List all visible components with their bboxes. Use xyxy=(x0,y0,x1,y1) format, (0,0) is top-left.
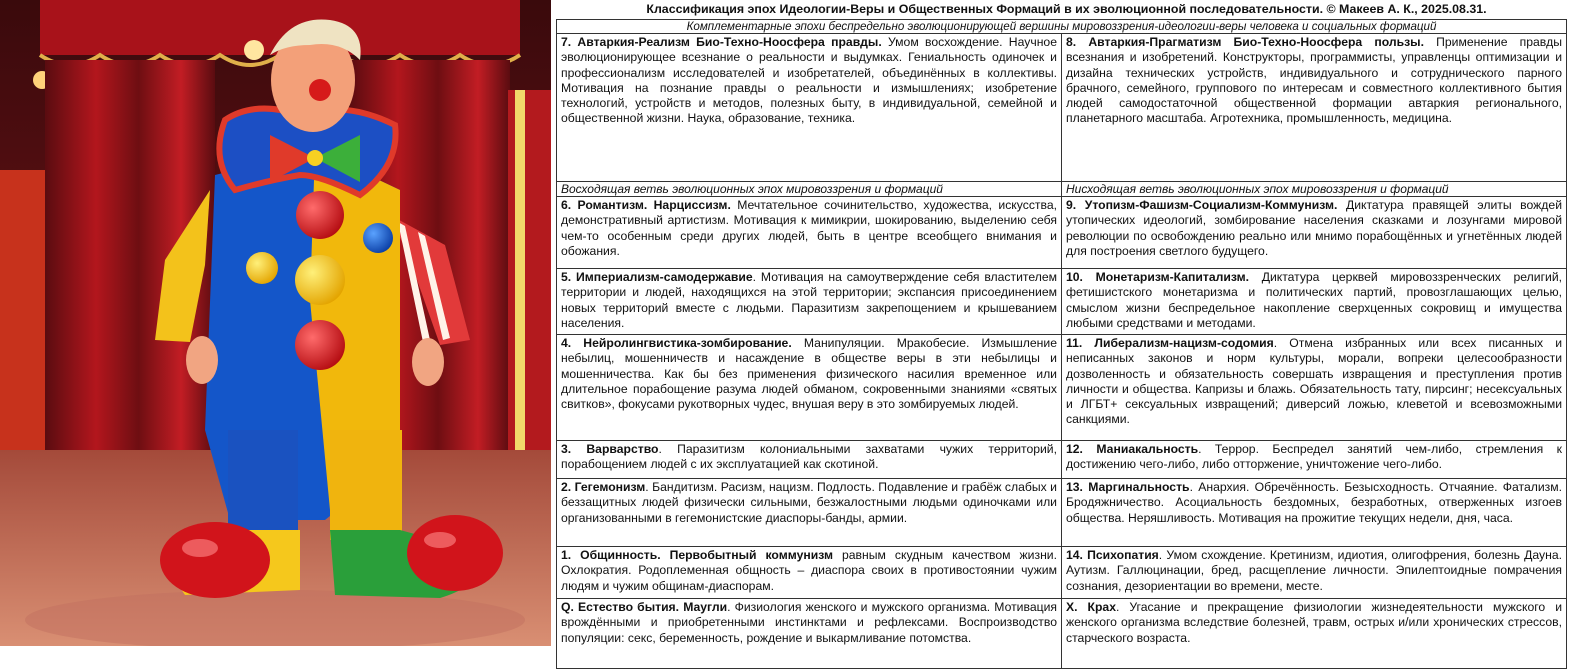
epoch-text: . Анархия. Обречённость. Безысходность. Отчаяние. Фатализм. Бродяжничество. Асоциальность бездомных, безработных, отверженных изгоев общества. Неряшливость. Мотивация на прожитие текущих недели, дня, часа. xyxy=(1066,480,1563,525)
descending-branch-label: Нисходящая ветвь эволюционных эпох мировоззрения и формаций xyxy=(1062,182,1567,197)
epoch-text: Умом восхождение. Научное эволюционирующее всезнание о реальности и выдумках. Гениальность одиночек и профессионализм исследователей и изобретателей, объединённых в коллективы. Мотивация на познание правды о реальности и измышлениях; изобретение технологий, устройств и методов, полезных быту, в индивидуальной, семейной и общественной жизни. Наука, образование, техника. xyxy=(561,35,1057,126)
epoch-cell-7 xyxy=(557,34,1062,182)
epoch-text: равным скудным качеством жизни. Охлократия. Родоплеменная общность – диаспора своих в противостоянии чужим людям и чужим общинам-диаспорам. xyxy=(561,548,1057,593)
epoch-text: . Бандитизм. Расизм, нацизм. Подлость. Подавление и грабёж слабых и беззащитных людей физически сильными, безжалостными людьми одиночками или организованными в гегемонистские диаспоры-банды, армии. xyxy=(561,480,1057,525)
epoch-text: Мечтательное сочинительство, художества, искусства, демонстративный артистизм. Мотивация к мимикрии, шокированию, выделению себя чем-то особенным среди других людей, быть в центре всеобщего внимания и обожания. xyxy=(561,198,1057,258)
epoch-text: Диктатура правящей элиты вождей утопических идеологий, зомбирование населения сказками и лозунгами мировой революции по освобождению реально или мнимо порабощённых и угнетённых людей для построения светлого будущего. xyxy=(1066,198,1563,258)
subtitle-row xyxy=(557,20,1567,34)
epoch-text: Применение правды всезнания и изобретений. Конструкторы, программисты, управленцы оптимизации и дизайна технических устройств, индивидуального и сотруднического парного брачного, семейного, группового по интересам и совместного коллективного бытия людей самодостаточной общественной формации автаркия регионального, планетарного масштаба. Агротехника, промышленность, медицина. xyxy=(1066,35,1563,126)
epoch-heading: 7. Автаркия-Реализм Био-Техно-Ноосфера правды. xyxy=(561,35,882,49)
table-row xyxy=(557,599,1567,669)
epoch-text: . Умом схождение. Кретинизм, идиотия, олигофрения, болезнь Дауна. Аутизм. Галлюцинации, бред, расщепление личности. Эпилептоидные помрачения сознания, дезориентации во времени, месте. xyxy=(1066,548,1563,593)
epoch-cell-10 xyxy=(1062,269,1567,335)
table-row xyxy=(557,335,1567,441)
epoch-heading: 10. Монетаризм-Капитализм. xyxy=(1066,270,1250,284)
epochs-table xyxy=(556,19,1567,669)
epoch-text: . Угасание и прекращение физиологии жизнедеятельности мужского и женского организма вследствие болезней, травм, острых и/или хронических стрессов, старческого возраста. xyxy=(1066,600,1563,645)
epoch-cell-14 xyxy=(1062,547,1567,599)
epoch-heading: X. Крах xyxy=(1066,600,1116,614)
table-row xyxy=(557,197,1567,269)
epoch-cell-4 xyxy=(557,335,1062,441)
epoch-text: Манипуляции. Мракобесие. Измышление небылиц, мошенничеств и насаждение в обществе веры в эти небылицы и мошенничества. Как бы без применения физического насилия временное или длительное порабощение разума людей обманом, сокровенными знаниями «святых свитков», фокусами рукотворных чудес, внушая веру в это зомбируемых людей. xyxy=(561,336,1058,412)
clown-photo xyxy=(0,0,551,646)
epoch-text: . Паразитизм колониальными захватами чужих территорий, порабощением людей с их эксплуатацией как скотиной. xyxy=(561,442,1058,472)
epoch-heading: 11. Либерализм-нацизм-содомия xyxy=(1066,336,1274,350)
epoch-heading: 9. Утопизм-Фашизм-Социализм-Коммунизм. xyxy=(1066,198,1338,212)
epoch-heading: 12. Маниакальность xyxy=(1066,442,1199,456)
epoch-cell-q xyxy=(557,599,1062,669)
epoch-text: . Мотивация на самоутверждение себя властителем территории и людей, находящихся на этой территории; экспансия присоединением новых территорий вместе с людьми. Паразитизм закрепощением и крышеванием населения. xyxy=(561,270,1057,330)
table-subtitle: Комплементарные эпохи беспредельно эволюционирующей вершины мировоззрения-идеологии-веры человека и социальных формаций xyxy=(557,20,1567,34)
epoch-cell-x xyxy=(1062,599,1567,669)
epoch-cell-13 xyxy=(1062,479,1567,547)
epoch-heading: Q. Естество бытия. Маугли xyxy=(561,600,728,614)
epoch-heading: 5. Империализм-самодержавие xyxy=(561,270,753,284)
epoch-heading: 4. Нейролингвистика-зомбирование. xyxy=(561,336,792,350)
epoch-cell-2 xyxy=(557,479,1062,547)
table-row xyxy=(557,547,1567,599)
epoch-heading: 13. Маргинальность xyxy=(1066,480,1190,494)
table-row xyxy=(557,441,1567,479)
epoch-text: . Террор. Беспредел занятий чем-либо, стремления к достижению чего-либо, либо отторжение, уничтожение чего-либо. xyxy=(1066,442,1563,472)
epoch-cell-3 xyxy=(557,441,1062,479)
table-row xyxy=(557,479,1567,547)
epoch-cell-12 xyxy=(1062,441,1567,479)
epoch-heading: 3. Варварство xyxy=(561,442,659,456)
ascending-branch-label: Восходящая ветвь эволюционных эпох мировоззрения и формаций xyxy=(557,182,1062,197)
epoch-heading: 2. Гегемонизм xyxy=(561,480,646,494)
epoch-cell-11 xyxy=(1062,335,1567,441)
table-row xyxy=(557,269,1567,335)
table-row xyxy=(557,34,1567,182)
epoch-text: . Отмена избранных или всех писанных и неписанных законов и норм культуры, морали, вопреки целесообразности дозволенность и обязательность совершать извращения и преступления против личности и общества. Капризы и блажь. Обязательность тату, пирсинг; несексуальных и ЛГБТ+ сексуальных извращений; диверсий ложью, клеветой и всевозможными санкциями. xyxy=(1066,336,1563,427)
epoch-text: . Физиология женского и мужского организма. Мотивация врождёнными и приобретенными инстинктами и рефлексами. Воспроизводство популяции: секс, беременность, рождение и выкармливание потомства. xyxy=(561,600,1057,645)
epoch-text: Диктатура церквей мировоззренческих религий, фетишистского монетаризма и политических партий, провозглашающих целью, смыслом жизни беспредельное накопление сверхценных сокровищ и имущества любыми средствами и методами. xyxy=(1066,270,1563,330)
epoch-heading: 14. Психопатия xyxy=(1066,548,1159,562)
branch-row xyxy=(557,182,1567,197)
epoch-cell-1 xyxy=(557,547,1062,599)
epoch-cell-9 xyxy=(1062,197,1567,269)
epoch-cell-5 xyxy=(557,269,1062,335)
epoch-heading: 1. Общинность. Первобытный коммунизм xyxy=(561,548,833,562)
epoch-cell-8 xyxy=(1062,34,1567,182)
classification-document xyxy=(556,0,1577,646)
document-title: Классификация эпох Идеологии-Веры и Общественных Формаций в их эволюционной последовательности. © Макеев А. К., 2025.08.31. xyxy=(646,2,1487,16)
epoch-cell-6 xyxy=(557,197,1062,269)
epoch-heading: 8. Автаркия-Прагматизм Био-Техно-Ноосфера пользы. xyxy=(1066,35,1424,49)
epoch-heading: 6. Романтизм. Нарциссизм. xyxy=(561,198,731,212)
